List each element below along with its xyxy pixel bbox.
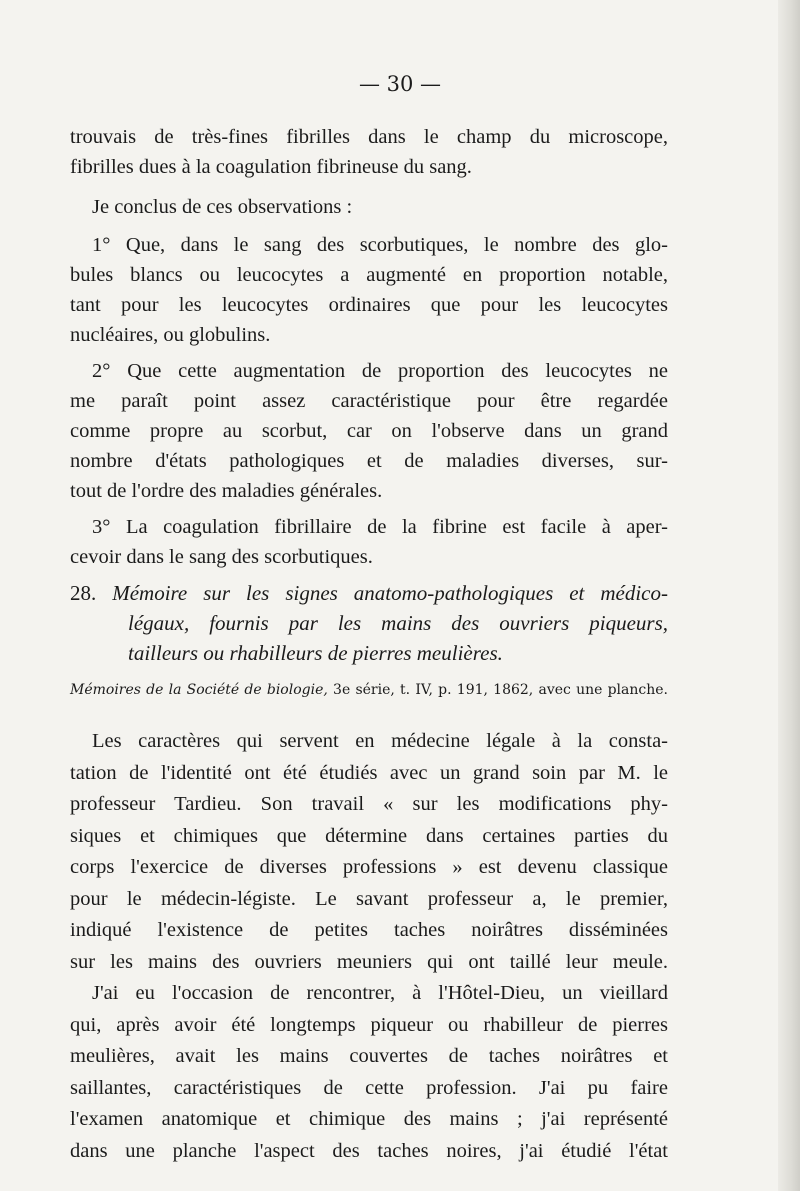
text-line: sur les mains des ouvriers meuniers qui ont taillé leur meule. <box>70 950 668 973</box>
text-line: Les caractères qui servent en médecine légale à la consta- <box>92 730 668 752</box>
text-line: meulières, avait les mains couvertes de taches noirâtres et <box>70 1045 668 1067</box>
heading-title-part: Mémoire sur les signes anatomo-pathologiques et médico- <box>112 581 668 605</box>
text-line: tant pour les leucocytes ordinaires que pour les leucocytes <box>70 294 668 316</box>
text-line: cevoir dans le sang des scorbutiques. <box>70 546 373 568</box>
text-line: nucléaires, ou globulins. <box>70 324 271 346</box>
bibliographic-reference <box>70 680 668 700</box>
text-line: tation de l'identité ont été étudiés avec un grand soin par M. le <box>70 761 668 784</box>
text-line: 1° Que, dans le sang des scorbutiques, le nombre des glo- <box>92 234 668 256</box>
text-line: tout de l'ordre des maladies générales. <box>70 480 383 502</box>
section-conclusions <box>70 122 668 572</box>
entry-number: 28. <box>70 581 97 605</box>
text-line: nombre d'états pathologiques et de maladies diverses, sur- <box>70 450 668 472</box>
text-line: pour le médecin-légiste. Le savant professeur a, le premier, <box>70 887 668 910</box>
text-line: me paraît point assez caractéristique pour être regardée <box>70 390 668 412</box>
page-number: — 30 — <box>358 72 442 96</box>
text-line: saillantes, caractéristiques de cette profession. J'ai pu faire <box>70 1076 668 1099</box>
text-line: 2° Que cette augmentation de proportion des leucocytes ne <box>92 360 668 382</box>
section-memoire-text <box>70 726 668 1167</box>
reference-details: 3e série, t. IV, p. 191, 1862, avec une planche. <box>333 682 668 698</box>
heading-line-3: tailleurs ou rhabilleurs de pierres meulières. <box>128 641 503 665</box>
reference-journal: Mémoires de la Société de biologie, <box>70 682 328 698</box>
page-gutter-shadow <box>778 0 800 1191</box>
text-line: indiqué l'existence de petites taches noirâtres disséminées <box>70 919 668 941</box>
text-line: professeur Tardieu. Son travail « sur les modifications phy- <box>70 793 668 815</box>
heading-line-1 <box>70 578 668 608</box>
heading-line-2: légaux, fournis par les mains des ouvriers piqueurs, <box>128 611 668 635</box>
text-line: qui, après avoir été longtemps piqueur ou rhabilleur de pierres <box>70 1013 668 1036</box>
text-line: siques et chimiques que détermine dans certaines parties du <box>70 824 668 847</box>
entry-heading <box>70 578 668 668</box>
text-line: trouvais de très-fines fibrilles dans le champ du microscope, <box>70 126 668 148</box>
text-line: J'ai eu l'occasion de rencontrer, à l'Hôtel-Dieu, un vieillard <box>92 982 668 1004</box>
text-line: comme propre au scorbut, car on l'observe dans un grand <box>70 420 668 442</box>
text-line: fibrilles dues à la coagulation fibrineuse du sang. <box>70 156 472 178</box>
text-line: 3° La coagulation fibrillaire de la fibrine est facile à aper- <box>92 516 668 538</box>
text-line: dans une planche l'aspect des taches noires, j'ai étudié l'état <box>70 1139 668 1162</box>
text-line: Je conclus de ces observations : <box>92 196 353 218</box>
text-line: corps l'exercice de diverses professions » est devenu classique <box>70 856 668 878</box>
text-line: l'examen anatomique et chimique des mains ; j'ai représenté <box>70 1108 668 1130</box>
text-line: bules blancs ou leucocytes a augmenté en proportion notable, <box>70 264 668 286</box>
